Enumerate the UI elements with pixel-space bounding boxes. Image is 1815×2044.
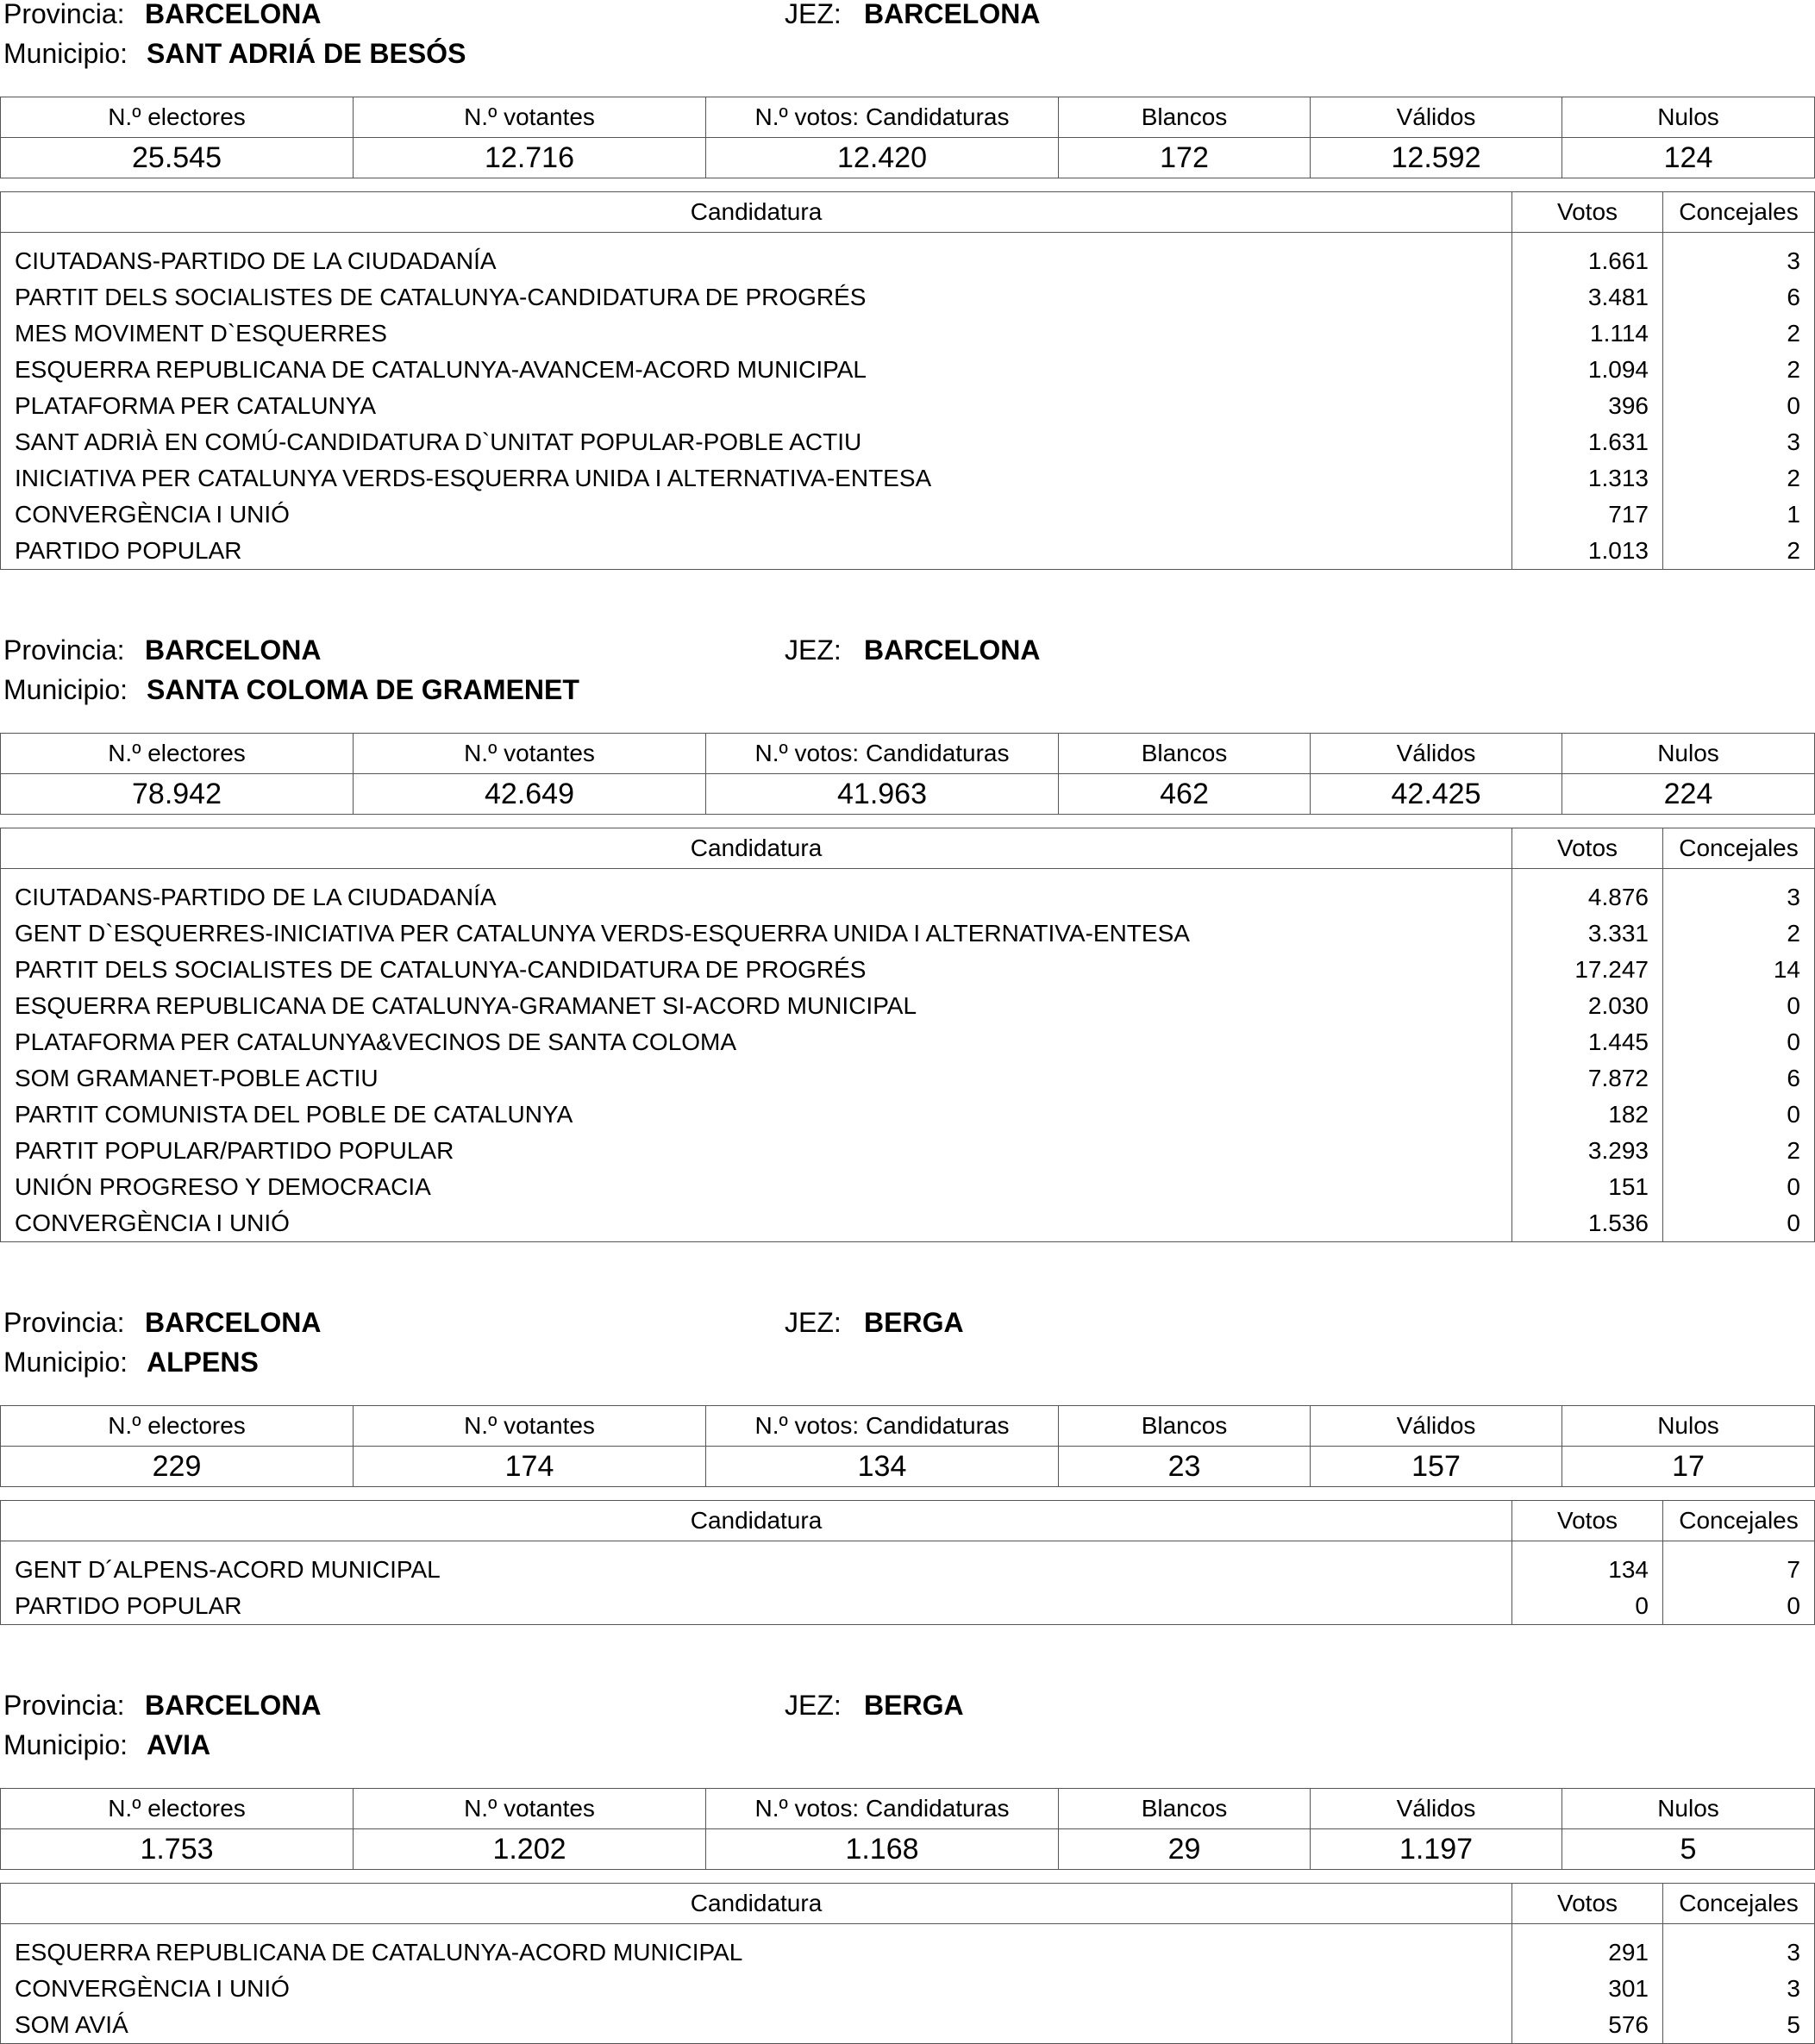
candidatura-concejales: 2 <box>1663 352 1815 388</box>
votos-column-header: Votos <box>1512 1884 1663 1924</box>
candidatura-name: SANT ADRIÀ EN COMÚ-CANDIDATURA D`UNITAT POPULAR-POBLE ACTIU <box>15 428 862 455</box>
summary-header-electores: N.º electores <box>1 1406 354 1447</box>
summary-header-blancos: Blancos <box>1059 734 1311 774</box>
summary-values-row <box>1 138 1815 178</box>
concejales-column-header: Concejales <box>1663 1884 1815 1924</box>
candidatura-concejales: 0 <box>1663 988 1815 1024</box>
candidatura-row <box>1 1971 1815 2007</box>
candidaturas-table <box>0 828 1815 1242</box>
summary-header-nulos: Nulos <box>1562 1789 1815 1829</box>
concejales-column-header: Concejales <box>1663 192 1815 233</box>
summary-values-row <box>1 1829 1815 1870</box>
candidatura-concejales: 3 <box>1663 869 1815 916</box>
provincia-value: BARCELONA <box>145 1307 322 1338</box>
summary-value-votantes: 1.202 <box>354 1829 706 1870</box>
candidatura-row <box>1 1133 1815 1169</box>
candidatura-votos: 182 <box>1512 1097 1663 1133</box>
candidatura-name: CONVERGÈNCIA I UNIÓ <box>15 1210 290 1236</box>
jez-value: BERGA <box>864 1690 964 1721</box>
candidatura-row <box>1 916 1815 952</box>
summary-value-validos: 12.592 <box>1311 138 1562 178</box>
jez-label: JEZ: <box>785 1307 842 1338</box>
candidatura-row <box>1 2007 1815 2044</box>
candidatura-column-header: Candidatura <box>1 192 1512 233</box>
candidatura-votos: 134 <box>1512 1541 1663 1589</box>
candidatura-row <box>1 1924 1815 1972</box>
candidatura-concejales: 2 <box>1663 916 1815 952</box>
summary-header-row <box>1 1406 1815 1447</box>
candidatura-row <box>1 497 1815 533</box>
candidaturas-header-row <box>1 1884 1815 1924</box>
candidatura-concejales: 3 <box>1663 1971 1815 2007</box>
candidatura-name: GENT D`ESQUERRES-INICIATIVA PER CATALUNYA VERDS-ESQUERRA UNIDA I ALTERNATIVA-ENTESA <box>15 920 1190 947</box>
candidatura-concejales: 5 <box>1663 2007 1815 2044</box>
candidatura-row <box>1 1588 1815 1625</box>
candidaturas-header-row <box>1 1501 1815 1541</box>
candidatura-votos: 1.661 <box>1512 233 1663 280</box>
candidatura-name: ESQUERRA REPUBLICANA DE CATALUNYA-ACORD MUNICIPAL <box>15 1939 743 1966</box>
provincia-label: Provincia: <box>3 1307 125 1338</box>
summary-header-votantes: N.º votantes <box>354 97 706 138</box>
candidatura-row <box>1 952 1815 988</box>
candidatura-concejales: 2 <box>1663 316 1815 352</box>
summary-header-row <box>1 1789 1815 1829</box>
candidatura-row <box>1 388 1815 424</box>
summary-value-validos: 42.425 <box>1311 774 1562 815</box>
candidatura-concejales: 2 <box>1663 533 1815 570</box>
summary-value-votantes: 12.716 <box>354 138 706 178</box>
summary-values-row <box>1 1447 1815 1487</box>
summary-header-row <box>1 97 1815 138</box>
summary-header-blancos: Blancos <box>1059 1789 1311 1829</box>
candidatura-row <box>1 988 1815 1024</box>
candidatura-row <box>1 533 1815 570</box>
candidatura-votos: 301 <box>1512 1971 1663 2007</box>
summary-header-electores: N.º electores <box>1 97 354 138</box>
jez-value: BARCELONA <box>864 634 1041 666</box>
summary-value-votantes: 42.649 <box>354 774 706 815</box>
provincia-label: Provincia: <box>3 1690 125 1721</box>
provincia-value: BARCELONA <box>145 0 322 29</box>
candidatura-row <box>1 316 1815 352</box>
candidatura-row <box>1 1541 1815 1589</box>
candidatura-name: ESQUERRA REPUBLICANA DE CATALUNYA-AVANCEM-ACORD MUNICIPAL <box>15 356 867 383</box>
candidatura-name: CONVERGÈNCIA I UNIÓ <box>15 501 290 528</box>
summary-header-votos-candidaturas: N.º votos: Candidaturas <box>706 97 1059 138</box>
summary-value-validos: 157 <box>1311 1447 1562 1487</box>
candidaturas-table <box>0 1500 1815 1625</box>
summary-header-validos: Válidos <box>1311 734 1562 774</box>
candidatura-row <box>1 279 1815 316</box>
votos-column-header: Votos <box>1512 192 1663 233</box>
summary-value-nulos: 5 <box>1562 1829 1815 1870</box>
summary-header-blancos: Blancos <box>1059 97 1311 138</box>
candidatura-row <box>1 352 1815 388</box>
candidatura-concejales: 2 <box>1663 460 1815 497</box>
candidatura-concejales: 0 <box>1663 1097 1815 1133</box>
candidatura-concejales: 6 <box>1663 1060 1815 1097</box>
summary-value-blancos: 29 <box>1059 1829 1311 1870</box>
concejales-column-header: Concejales <box>1663 828 1815 869</box>
candidatura-votos: 0 <box>1512 1588 1663 1625</box>
candidatura-concejales: 2 <box>1663 1133 1815 1169</box>
votos-column-header: Votos <box>1512 828 1663 869</box>
summary-header-votos-candidaturas: N.º votos: Candidaturas <box>706 1789 1059 1829</box>
candidatura-concejales: 1 <box>1663 497 1815 533</box>
candidatura-name: CONVERGÈNCIA I UNIÓ <box>15 1975 290 2002</box>
candidatura-concejales: 3 <box>1663 1924 1815 1972</box>
candidatura-concejales: 7 <box>1663 1541 1815 1589</box>
candidatura-concejales: 3 <box>1663 424 1815 460</box>
jez-label: JEZ: <box>785 634 842 666</box>
jez-label: JEZ: <box>785 0 842 29</box>
candidatura-name: PARTIT DELS SOCIALISTES DE CATALUNYA-CANDIDATURA DE PROGRÉS <box>15 284 867 310</box>
candidatura-row <box>1 1024 1815 1060</box>
candidatura-votos: 17.247 <box>1512 952 1663 988</box>
candidatura-concejales: 0 <box>1663 388 1815 424</box>
candidatura-name: GENT D´ALPENS-ACORD MUNICIPAL <box>15 1556 441 1583</box>
jez-value: BERGA <box>864 1307 964 1338</box>
municipio-value: AVIA <box>147 1729 211 1760</box>
summary-table <box>0 97 1815 178</box>
summary-header-validos: Válidos <box>1311 1789 1562 1829</box>
municipio-label: Municipio: <box>3 1729 128 1760</box>
candidaturas-header-row <box>1 192 1815 233</box>
candidatura-name: MES MOVIMENT D`ESQUERRES <box>15 320 387 347</box>
candidatura-name: CIUTADANS-PARTIDO DE LA CIUDADANÍA <box>15 884 497 910</box>
candidatura-votos: 151 <box>1512 1169 1663 1205</box>
candidaturas-table <box>0 191 1815 570</box>
summary-header-votos-candidaturas: N.º votos: Candidaturas <box>706 1406 1059 1447</box>
candidatura-votos: 4.876 <box>1512 869 1663 916</box>
summary-value-votantes: 174 <box>354 1447 706 1487</box>
municipio-header <box>0 0 1815 67</box>
candidatura-name: PARTIDO POPULAR <box>15 1592 242 1619</box>
summary-value-electores: 78.942 <box>1 774 354 815</box>
candidatura-votos: 1.094 <box>1512 352 1663 388</box>
candidatura-concejales: 3 <box>1663 233 1815 280</box>
summary-value-votos-candidaturas: 41.963 <box>706 774 1059 815</box>
candidatura-name: PLATAFORMA PER CATALUNYA&VECINOS DE SANTA COLOMA <box>15 1028 737 1055</box>
provincia-value: BARCELONA <box>145 634 322 666</box>
municipio-label: Municipio: <box>3 38 128 69</box>
candidatura-votos: 396 <box>1512 388 1663 424</box>
municipio-label: Municipio: <box>3 1347 128 1378</box>
candidatura-name: INICIATIVA PER CATALUNYA VERDS-ESQUERRA UNIDA I ALTERNATIVA-ENTESA <box>15 465 932 491</box>
summary-value-votos-candidaturas: 1.168 <box>706 1829 1059 1870</box>
candidatura-row <box>1 1097 1815 1133</box>
candidatura-votos: 576 <box>1512 2007 1663 2044</box>
candidatura-name: PARTIDO POPULAR <box>15 537 242 564</box>
candidatura-concejales: 0 <box>1663 1169 1815 1205</box>
municipio-header <box>0 1295 1815 1376</box>
candidatura-name: CIUTADANS-PARTIDO DE LA CIUDADANÍA <box>15 247 497 274</box>
summary-value-blancos: 462 <box>1059 774 1311 815</box>
candidatura-votos: 7.872 <box>1512 1060 1663 1097</box>
concejales-column-header: Concejales <box>1663 1501 1815 1541</box>
candidatura-name: SOM AVIÁ <box>15 2011 128 2038</box>
summary-value-blancos: 172 <box>1059 138 1311 178</box>
summary-value-validos: 1.197 <box>1311 1829 1562 1870</box>
candidatura-column-header: Candidatura <box>1 1884 1512 1924</box>
candidatura-name: PARTIT COMUNISTA DEL POBLE DE CATALUNYA <box>15 1101 573 1128</box>
summary-table <box>0 733 1815 815</box>
summary-header-electores: N.º electores <box>1 1789 354 1829</box>
candidatura-name: PLATAFORMA PER CATALUNYA <box>15 392 377 419</box>
summary-header-votantes: N.º votantes <box>354 1789 706 1829</box>
municipio-header <box>0 1678 1815 1759</box>
municipio-value: ALPENS <box>147 1347 259 1378</box>
summary-table <box>0 1788 1815 1870</box>
candidatura-column-header: Candidatura <box>1 828 1512 869</box>
summary-header-votantes: N.º votantes <box>354 734 706 774</box>
summary-header-votos-candidaturas: N.º votos: Candidaturas <box>706 734 1059 774</box>
summary-values-row <box>1 774 1815 815</box>
candidatura-votos: 717 <box>1512 497 1663 533</box>
municipio-header <box>0 622 1815 703</box>
candidatura-row <box>1 1169 1815 1205</box>
summary-header-nulos: Nulos <box>1562 734 1815 774</box>
candidaturas-table <box>0 1883 1815 2044</box>
summary-table <box>0 1405 1815 1487</box>
municipio-value: SANT ADRIÁ DE BESÓS <box>147 38 466 69</box>
summary-header-row <box>1 734 1815 774</box>
summary-header-electores: N.º electores <box>1 734 354 774</box>
candidatura-votos: 2.030 <box>1512 988 1663 1024</box>
summary-value-nulos: 224 <box>1562 774 1815 815</box>
candidatura-votos: 1.445 <box>1512 1024 1663 1060</box>
jez-value: BARCELONA <box>864 0 1041 29</box>
provincia-label: Provincia: <box>3 0 125 29</box>
candidaturas-header-row <box>1 828 1815 869</box>
summary-header-nulos: Nulos <box>1562 97 1815 138</box>
candidatura-concejales: 0 <box>1663 1588 1815 1625</box>
summary-header-validos: Válidos <box>1311 97 1562 138</box>
summary-value-nulos: 17 <box>1562 1447 1815 1487</box>
candidatura-row <box>1 424 1815 460</box>
municipio-value: SANTA COLOMA DE GRAMENET <box>147 674 579 705</box>
candidatura-name: SOM GRAMANET-POBLE ACTIU <box>15 1065 379 1091</box>
candidatura-votos: 1.313 <box>1512 460 1663 497</box>
candidatura-row <box>1 1205 1815 1242</box>
candidatura-row <box>1 460 1815 497</box>
municipio-label: Municipio: <box>3 674 128 705</box>
candidatura-votos: 291 <box>1512 1924 1663 1972</box>
summary-header-nulos: Nulos <box>1562 1406 1815 1447</box>
candidatura-row <box>1 1060 1815 1097</box>
candidatura-concejales: 0 <box>1663 1205 1815 1242</box>
candidatura-row <box>1 233 1815 280</box>
summary-value-electores: 1.753 <box>1 1829 354 1870</box>
summary-value-blancos: 23 <box>1059 1447 1311 1487</box>
provincia-value: BARCELONA <box>145 1690 322 1721</box>
provincia-label: Provincia: <box>3 634 125 666</box>
candidatura-name: PARTIT DELS SOCIALISTES DE CATALUNYA-CANDIDATURA DE PROGRÉS <box>15 956 867 983</box>
candidatura-votos: 1.114 <box>1512 316 1663 352</box>
candidatura-votos: 1.536 <box>1512 1205 1663 1242</box>
candidatura-row <box>1 869 1815 916</box>
summary-value-electores: 25.545 <box>1 138 354 178</box>
candidatura-votos: 3.481 <box>1512 279 1663 316</box>
candidatura-name: UNIÓN PROGRESO Y DEMOCRACIA <box>15 1173 431 1200</box>
candidatura-votos: 1.013 <box>1512 533 1663 570</box>
summary-value-votos-candidaturas: 134 <box>706 1447 1059 1487</box>
summary-header-blancos: Blancos <box>1059 1406 1311 1447</box>
summary-value-electores: 229 <box>1 1447 354 1487</box>
summary-header-votantes: N.º votantes <box>354 1406 706 1447</box>
candidatura-votos: 1.631 <box>1512 424 1663 460</box>
candidatura-column-header: Candidatura <box>1 1501 1512 1541</box>
votos-column-header: Votos <box>1512 1501 1663 1541</box>
jez-label: JEZ: <box>785 1690 842 1721</box>
summary-value-votos-candidaturas: 12.420 <box>706 138 1059 178</box>
summary-header-validos: Válidos <box>1311 1406 1562 1447</box>
candidatura-name: ESQUERRA REPUBLICANA DE CATALUNYA-GRAMANET SI-ACORD MUNICIPAL <box>15 992 917 1019</box>
candidatura-votos: 3.331 <box>1512 916 1663 952</box>
summary-value-nulos: 124 <box>1562 138 1815 178</box>
candidatura-name: PARTIT POPULAR/PARTIDO POPULAR <box>15 1137 454 1164</box>
candidatura-concejales: 6 <box>1663 279 1815 316</box>
candidatura-concejales: 0 <box>1663 1024 1815 1060</box>
candidatura-votos: 3.293 <box>1512 1133 1663 1169</box>
candidatura-concejales: 14 <box>1663 952 1815 988</box>
